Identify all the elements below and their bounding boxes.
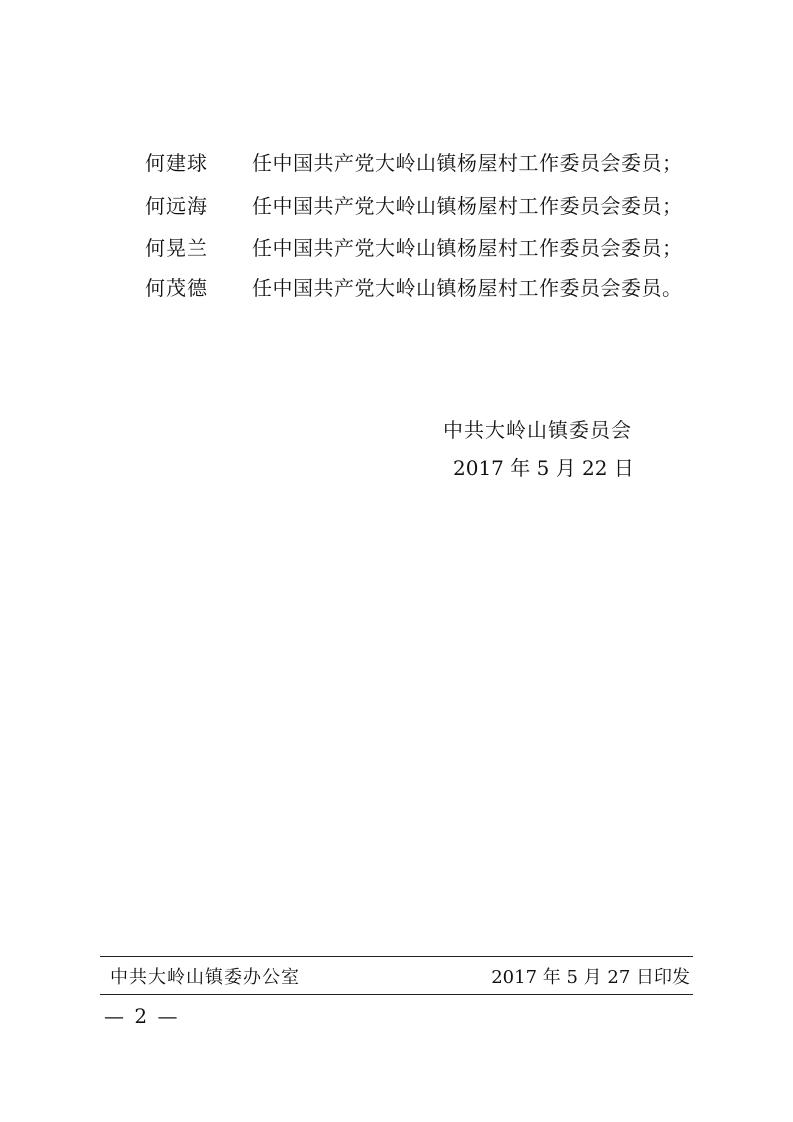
- appointee-name: 何茂德: [145, 276, 208, 300]
- appointment-row: [0, 228, 793, 268]
- appointee-name: 何晃兰: [145, 236, 208, 260]
- appointment-row: [0, 143, 793, 183]
- footer-issue-date: 2017 年 5 月 27 日印发: [491, 967, 690, 988]
- signature-date: 2017 年 5 月 22 日: [453, 456, 634, 480]
- appointee-name: 何远海: [145, 194, 208, 218]
- appointee-name: 何建球: [145, 151, 208, 175]
- appointment-role: 任中国共产党大岭山镇杨屋村工作委员会委员；: [252, 236, 683, 260]
- appointment-row: [0, 268, 793, 308]
- appointment-role: 任中国共产党大岭山镇杨屋村工作委员会委员。: [252, 276, 683, 300]
- page-number: — 2 —: [104, 1004, 180, 1028]
- footer-top-rule: [100, 956, 693, 957]
- footer-bottom-rule: [100, 994, 693, 995]
- appointment-role: 任中国共产党大岭山镇杨屋村工作委员会委员；: [252, 194, 683, 218]
- appointment-row: [0, 186, 793, 226]
- footer-office: 中共大岭山镇委办公室: [110, 967, 300, 988]
- issuing-organization: 中共大岭山镇委员会: [443, 418, 632, 442]
- appointment-role: 任中国共产党大岭山镇杨屋村工作委员会委员；: [252, 151, 683, 175]
